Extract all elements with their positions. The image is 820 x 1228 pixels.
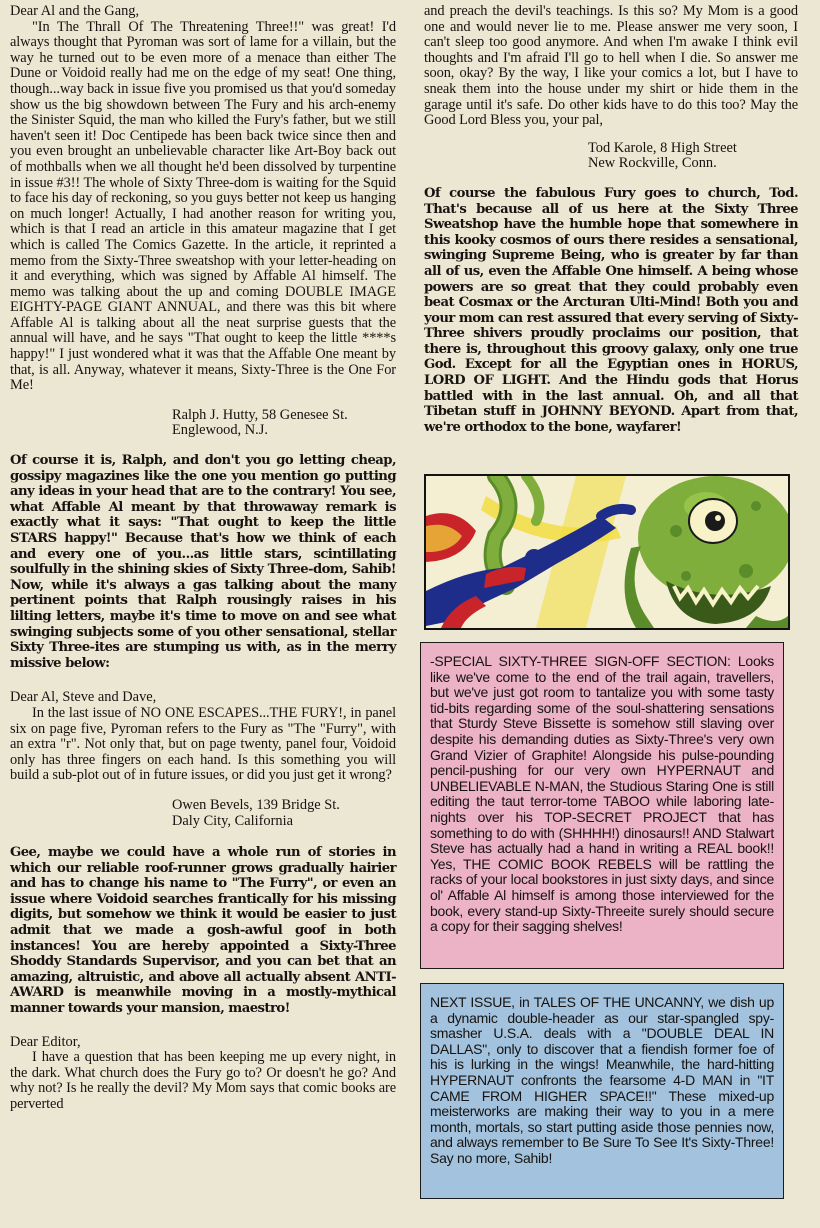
fury-vs-monster-art [426, 476, 788, 628]
letter-body: In the last issue of NO ONE ESCAPES...THE FURY!, in panel six on page five, Pyroman refers to the Fury as "The "Furry", with an extra "r". Not only that, but on page twenty, panel four, Voidoid only has three fingers on each hand. Is this something you will build a sub-plot out of in future issues, or did you just get it wrong? [10, 704, 396, 784]
letter-signature-location: Daly City, California [172, 812, 293, 829]
letter-salutation: Dear Al, Steve and Dave, [10, 689, 157, 706]
editor-reply: Of course the fabulous Fury goes to church, Tod. That's because all of us here at the Sixty Three Sweatshop have the humble hope that somewhere in this kooky cosmos of ours there resides a sensational, swinging Supreme Being, who is greater by far than all of us, even the Affable One himself. A being whose powers are so great that they could probably even beat Cosmax or the Arcturan Ulti-Mind! Both you and your mom can rest assured that every serving of Sixty-Three shivers proudly proclaims our position, that there is, throughout this groovy galaxy, only one true God. Except for all the Egyptian ones in HORUS, LORD OF LIGHT. And the Hindu gods that Horus battled with in the last annual. Oh, and all that Tibetan stuff in JOHNNY BEYOND. Apart from that, we're orthodox to the bone, wayfarer! [424, 185, 798, 435]
sign-off-section-box [420, 642, 784, 969]
letter-signature-name: Owen Bevels, 139 Bridge St. [172, 796, 340, 813]
right-column [424, 0, 798, 435]
letter-body: "In The Thrall Of The Threatening Three!!" was great! I'd always thought that Pyroman was sort of lame for a villain, but the way he turned out to be even more of a menace than either The Dune or Voidoid really had me on the edge of my seat! One thing, though...way back in issue five you promised us that you'd someday show us the big showdown between The Fury and his arch-enemy the Sinister Squid, the man who killed the Fury's father, but we still haven't seen it! Doc Centipede has been back twice since then and you even brought an unbelievable character like Art-Boy back out of mothballs when we all thought he'd been dissolved by turpentine in issue #3!! The whole of Sixty Three-dom is waiting for the Squid to face his day of reckoning, so you guys better not keep us hanging on much longer! Actually, I had another reason for writing you, which is that I read an article in this amateur magazine that I get which is called The Comics Gazette. In the article, it reprinted a memo from the Sixty-Three sweatshop with your letter-heading on it and everything, which was signed by Affable Al himself. The memo was talking about the up and coming DOUBLE IMAGE EIGHTY-PAGE GIANT ANNUAL, and there was this bit where Affable Al is talking about all the neat surprise guests that the annual will have, and he says "That ought to keep the little ****s happy!" I just wondered what it was that the Affable One meant by that, is all. Anyway, whatever it means, Sixty-Three is the One For Me! [10, 18, 396, 394]
sign-off-text: -SPECIAL SIXTY-THREE SIGN-OFF SECTION: Looks like we've come to the end of the trail again, travellers, but we've just got room to tantalize you with some tasty tid-bits regarding some of the soul-shattering sensations that Sturdy Steve Bissette is somehow still slaving over despite his demanding duties as Sixty-Three's very own Grand Vizier of Graphite! Alongside his pulse-pounding pencil-pushing for our very own HYPERNAUT and UNBELIEVABLE N-MAN, the Studious Staring One is still editing the taut terror-tome TABOO while laboring late-nights over his TOP-SECRET PROJECT that has something to do with (SHHHH!) dinosaurs!! AND Stalwart Steve has actually had a hand in writing a REAL book!! Yes, THE COMIC BOOK REBELS will be rattling the racks of your local bookstores in just sixty days, and since ol' Affable Al himself is among those interviewed for the book, every stand-up Sixty-Threeite surely should secure a copy for their sagging shelves! [430, 653, 774, 935]
editor-reply: Gee, maybe we could have a whole run of stories in which our reliable roof-runner grows gradually hairier and has to change his name to "The Furry", or even an issue where Voidoid searches frantically for his missing digits, but somehow we think it would be easier to just admit that we made a gosh-awful goof in both instances! You are hereby appointed a Sixty-Three Shoddy Standards Supervisor, and you can bet that an amazing, altruistic, and above all actually absent ANTI-AWARD is meanwhile moving in a mostly-mythical manner towards your mansion, maestro! [10, 845, 396, 1017]
letter-salutation: Dear Editor, [10, 1033, 81, 1050]
letter-body-continued: and preach the devil's teachings. Is this so? My Mom is a good one and would never lie to me. Please answer me very soon, I can't sleep too good anymore. And when I'm awake I think evil thoughts and I'm afraid I'll go to hell when I die. So answer me soon, okay? By the way, I like your comics a lot, but I have to sneak them into the house under my shirt or hide them in the garage until it's safe. Do other kids have to do this too? May the Good Lord Bless you, your pal, [424, 3, 798, 129]
letter-signature-name: Ralph J. Hutty, 58 Genesee St. [172, 406, 348, 423]
letter-signature-location: New Rockville, Conn. [588, 155, 717, 172]
comic-panel-illustration [424, 474, 790, 630]
letter-signature-location: Englewood, N.J. [172, 422, 268, 439]
letter-signature-name: Tod Karole, 8 High Street [588, 139, 737, 156]
letter-salutation: Dear Al and the Gang, [10, 3, 140, 19]
editor-reply: Of course it is, Ralph, and don't you go letting cheap, gossipy magazines like the one you mention go putting any ideas in your head that are to the contrary! You see, what Affable Al meant by that throwaway remark is exactly what it says: "That ought to keep the little STARS happy!" Because that's how we think of each and every one of you...as little stars, scintillating soulfully in the shining skies of Sixty Three-dom, Sahib! Now, while it's always a gas talking about the many pertinent points that Ralph rousingly raises in his lilting letters, maybe it's time to move on and see what swinging subjects some of you other sensational, stellar Sixty Three-ites are stumping us with, as in the merry missive below: [10, 453, 396, 671]
letter-body: I have a question that has been keeping me up every night, in the dark. What church does the Fury go to? Or doesn't he go? And why not? Is he really the devil? My Mom says that comic books are perverted [10, 1049, 396, 1112]
left-column [10, 0, 396, 1113]
next-issue-box [420, 983, 784, 1199]
next-issue-text: NEXT ISSUE, in TALES OF THE UNCANNY, we dish up a dynamic double-header as our star-spangled spy-smasher U.S.A. deals with a "DOUBLE DEAL IN DALLAS", only to discover that a fiendish former foe of his is lurking in the wings! Meanwhile, the hard-hitting HYPERNAUT confronts the fearsome 4-D MAN in "IT CAME FROM HIGHER SPACE!!" These mixed-up meisterworks are making their way to you in a mere month, mortals, so start putting aside those pennies now, and always remember to Be Sure To See It's Sixty-Three! Say no more, Sahib! [430, 994, 774, 1166]
